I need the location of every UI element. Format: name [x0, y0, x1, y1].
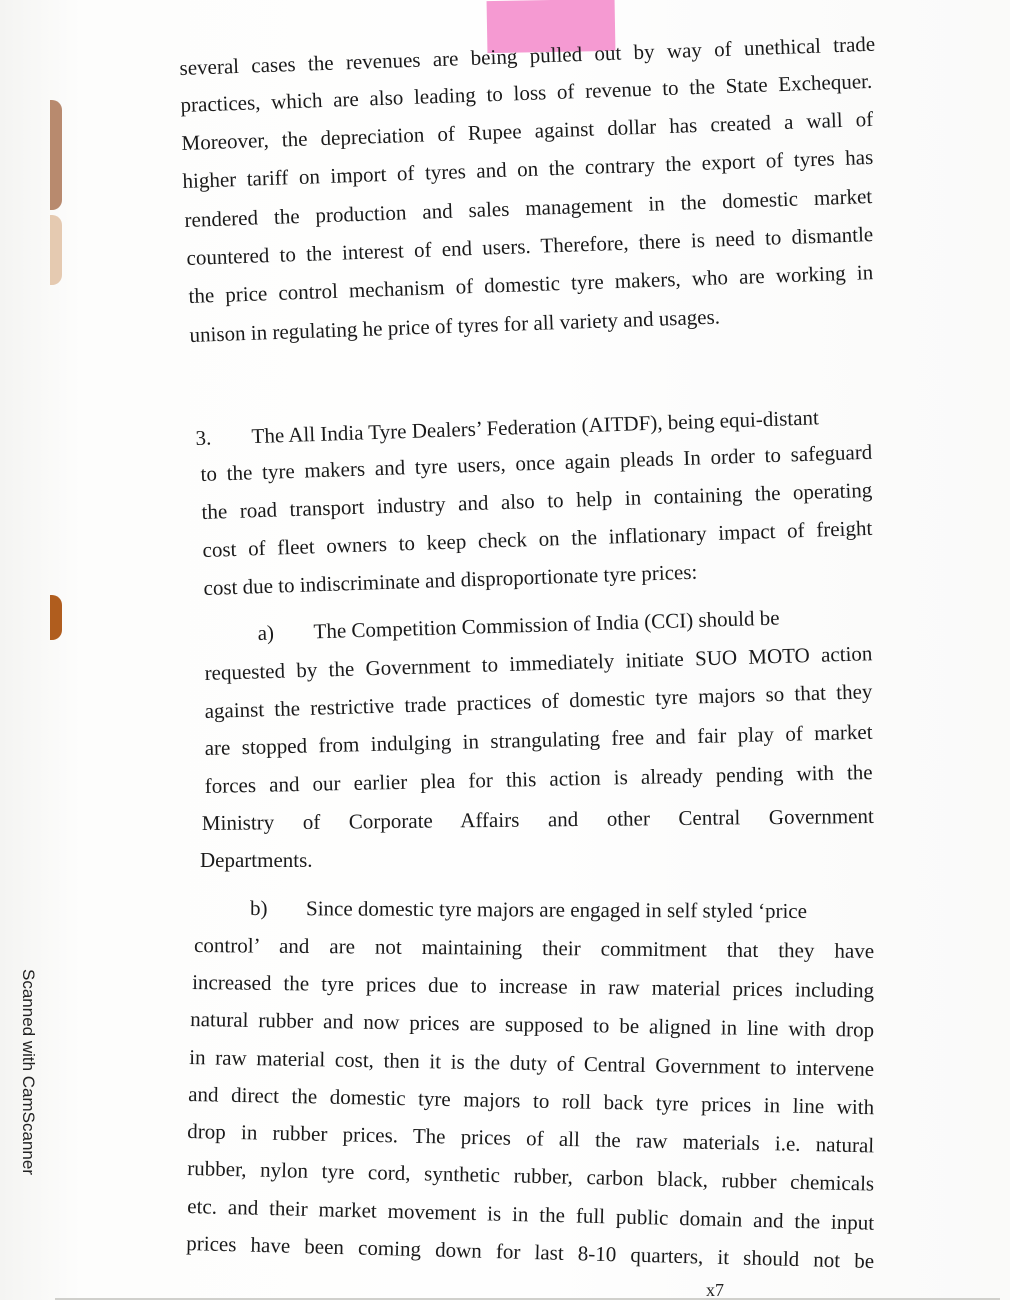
finger-shadow	[50, 100, 62, 210]
text-line: the price control mechanism of domestic tyre makers, who are working in	[188, 260, 874, 309]
item-marker: a)	[257, 620, 275, 646]
handwritten-mark: x7	[706, 1280, 724, 1300]
item-marker: b)	[250, 896, 268, 921]
text-line: and direct the domestic tyre majors to roll back tyre prices in line with	[188, 1082, 875, 1120]
text-line: cost due to indiscriminate and disproportionate tyre prices:	[203, 559, 698, 601]
text-line: against the restrictive trade practices of domestic tyre majors so that they	[204, 679, 873, 724]
text-line: higher tariff on import of tyres and on the contrary the export of tyres has	[182, 144, 874, 194]
text-line	[250, 895, 874, 924]
section-first-line: The All India Tyre Dealers’ Federation (AITDF), being equi-distant	[251, 405, 820, 449]
text-line: Departments.	[200, 848, 313, 872]
text-line: rubber, nylon tyre cord, synthetic rubber, carbon black, rubber chemicals	[187, 1156, 875, 1196]
text-line: to the tyre makers and tyre users, once again pleads In order to safeguard	[200, 439, 873, 487]
text-line: requested by the Government to immediately initiate SUO MOTO action	[204, 641, 873, 686]
finger-shadow	[50, 595, 62, 640]
text-line: control’ and are not maintaining their commitment that they have	[194, 933, 875, 963]
text-line: rendered the production and sales management in the domestic market	[184, 184, 873, 233]
text-line: several cases the revenues are being pulled out by way of unethical trade	[179, 31, 876, 81]
text-line: the road transport industry and also to help in containing the operating	[201, 477, 873, 525]
text-line: prices have been coming down for last 8-10 quarters, it should not be	[186, 1231, 875, 1274]
text-line: etc. and their market movement is in the full public domain and the input	[187, 1194, 875, 1235]
text-line: unison in regulating he price of tyres for all variety and usages.	[189, 304, 721, 348]
text-line: are stopped from indulging in strangulating free and fair play of market	[204, 719, 873, 761]
text-line: in raw material cost, then it is the duty of Central Government to intervene	[189, 1045, 875, 1081]
text-line: Ministry of Corporate Affairs and other Central Government	[201, 803, 874, 836]
camscanner-watermark: Scanned with CamScanner	[19, 968, 38, 1176]
text-line: increased the tyre prices due to increase in raw material prices including	[192, 970, 875, 1003]
text-line: forces and our earlier plea for this action is already pending with the	[204, 760, 873, 799]
text-line: cost of fleet owners to keep check on the inflationary impact of freight	[202, 515, 873, 563]
item-first-line: The Competition Commission of India (CCI) should be	[313, 605, 780, 644]
text-line	[257, 602, 874, 646]
text-line: Moreover, the depreciation of Rupee against dollar has created a wall of	[181, 106, 874, 156]
section-number: 3.	[195, 425, 212, 451]
text-line: natural rubber and now prices are supposed to be aligned in line with drop	[190, 1007, 875, 1042]
item-first-line: Since domestic tyre majors are engaged in self styled ‘price	[306, 896, 808, 923]
text-line: countered to the interest of end users. Therefore, there is need to dismantle	[186, 222, 874, 271]
text-line: drop in rubber prices. The prices of all the raw materials i.e. natural	[187, 1119, 875, 1158]
finger-shadow	[50, 215, 62, 285]
text-line: practices, which are also leading to loss of revenue to the State Exchequer.	[180, 68, 873, 118]
